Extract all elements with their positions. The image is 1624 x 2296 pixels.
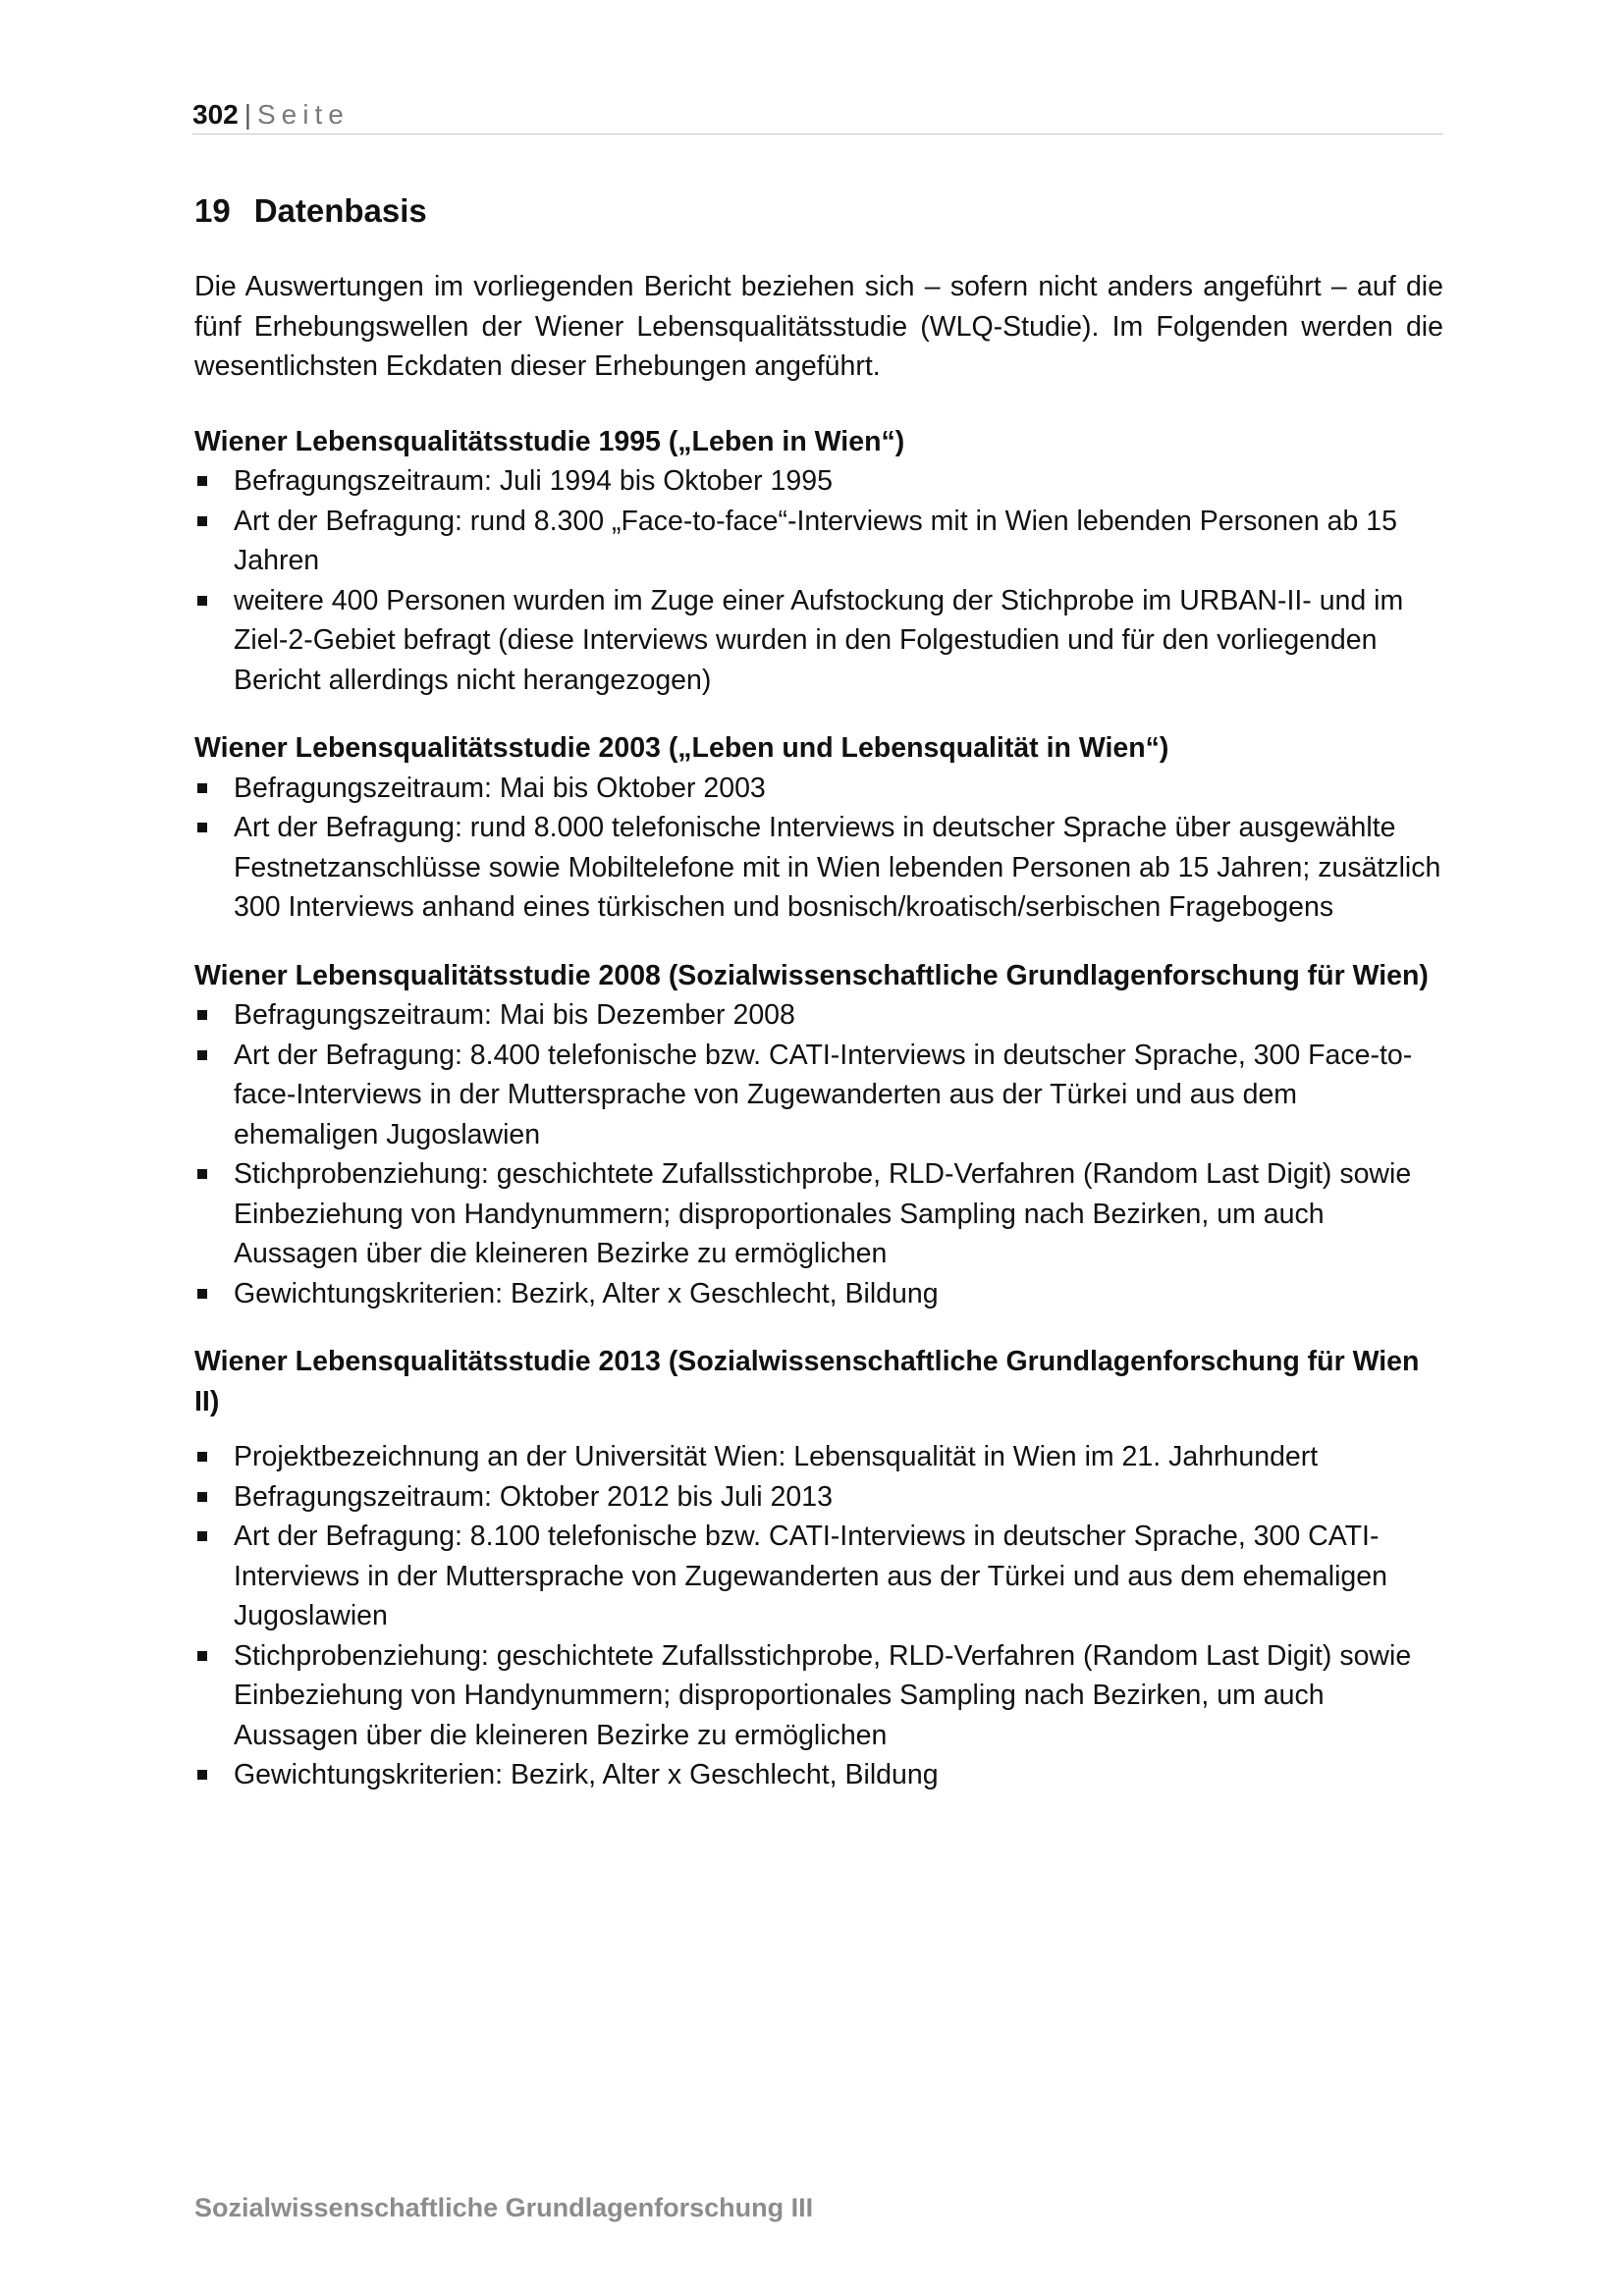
intro-paragraph: Die Auswertungen im vorliegenden Bericht beziehen sich – sofern nicht anders angeführt – auf die fünf Erhebungswellen der Wiener Lebensqualitätsstudie (WLQ-Studie). Im Folgenden werden die wesentlichsten Eckdaten dieser Erhebungen angeführt.	[194, 271, 1443, 382]
square-bullet-icon	[197, 1289, 207, 1299]
square-bullet-icon	[197, 1492, 207, 1502]
bullet-list	[194, 769, 1443, 928]
section-title: Wiener Lebensqualitätsstudie 2013 (Sozialwissenschaftliche Grundlagenforschung für Wien II)	[194, 1346, 1420, 1417]
square-bullet-icon	[197, 1050, 207, 1060]
list-item-text: Stichprobenziehung: geschichtete Zufallsstichprobe, RLD-Verfahren (Random Last Digit) sowie Einbeziehung von Handynummern; disproportionales Sampling nach Bezirken, um auch Aussagen über die kleineren Bezirke zu ermöglichen	[234, 1158, 1412, 1269]
square-bullet-icon	[197, 823, 207, 832]
page-content	[194, 188, 1443, 1795]
chapter-heading	[194, 188, 1443, 234]
square-bullet-icon	[197, 596, 207, 606]
chapter-title: Datenbasis	[253, 192, 427, 229]
page-footer: Sozialwissenschaftliche Grundlagenforschung III	[194, 2193, 814, 2222]
list-item	[194, 1636, 1443, 1756]
list-item	[194, 1437, 1443, 1477]
list-item	[194, 1755, 1443, 1795]
bullet-list	[194, 995, 1443, 1313]
section-2003	[194, 728, 1443, 928]
list-item-text: Stichprobenziehung: geschichtete Zufallsstichprobe, RLD-Verfahren (Random Last Digit) sowie Einbeziehung von Handynummern; disproportionales Sampling nach Bezirken, um auch Aussagen über die kleineren Bezirke zu ermöglichen	[234, 1639, 1412, 1751]
list-item-text: Art der Befragung: 8.400 telefonische bzw. CATI-Interviews in deutscher Sprache, 300 Face-to-face-Interviews in der Muttersprache von Zugewanderten aus der Türkei und aus dem ehemaligen Jugoslawien	[234, 1039, 1413, 1150]
list-item	[194, 502, 1443, 581]
section-title: Wiener Lebensqualitätsstudie 2008 (Sozialwissenschaftliche Grundlagenforschung für Wien)	[194, 959, 1429, 991]
list-item-text: Gewichtungskriterien: Bezirk, Alter x Geschlecht, Bildung	[234, 1277, 939, 1309]
square-bullet-icon	[197, 516, 207, 526]
bullet-list	[194, 461, 1443, 700]
square-bullet-icon	[197, 783, 207, 793]
bullet-list	[194, 1437, 1443, 1795]
section-title: Wiener Lebensqualitätsstudie 2003 („Leben und Lebensqualität in Wien“)	[194, 732, 1169, 764]
header-label: Seite	[257, 99, 350, 130]
section-2013	[194, 1342, 1443, 1795]
list-item-text: Gewichtungskriterien: Bezirk, Alter x Geschlecht, Bildung	[234, 1759, 939, 1790]
square-bullet-icon	[197, 1169, 207, 1179]
list-item-text: Art der Befragung: rund 8.000 telefonische Interviews in deutscher Sprache über ausgewählte Festnetzanschlüsse sowie Mobiltelefone mit in Wien lebenden Personen ab 15 Jahren; zusätzlich 300 Interviews anhand eines türkischen und bosnisch/kroatisch/serbischen Fragebogens	[234, 812, 1441, 923]
list-item-text: Art der Befragung: rund 8.300 „Face-to-face“-Interviews mit in Wien lebenden Personen ab 15 Jahren	[234, 505, 1397, 576]
list-item-text: Projektbezeichnung an der Universität Wien: Lebensqualität in Wien im 21. Jahrhundert	[234, 1441, 1319, 1472]
list-item	[194, 1036, 1443, 1155]
list-item-text: Befragungszeitraum: Mai bis Dezember 2008	[234, 999, 795, 1031]
list-item-text: Befragungszeitraum: Oktober 2012 bis Juli 2013	[234, 1480, 833, 1513]
square-bullet-icon	[197, 1452, 207, 1462]
list-item	[194, 995, 1443, 1036]
section-2008	[194, 956, 1443, 1314]
square-bullet-icon	[197, 1010, 207, 1020]
page-header	[192, 96, 1443, 134]
list-item	[194, 1517, 1443, 1636]
list-item	[194, 769, 1443, 809]
list-item-text: Art der Befragung: 8.100 telefonische bzw. CATI-Interviews in deutscher Sprache, 300 CATI-Interviews in der Muttersprache von Zugewanderten aus der Türkei und aus dem ehemaligen Jugoslawien	[234, 1521, 1387, 1631]
list-item-text: Befragungszeitraum: Mai bis Oktober 2003	[234, 772, 766, 804]
list-item-text: Befragungszeitraum: Juli 1994 bis Oktober 1995	[234, 465, 833, 497]
list-item	[194, 581, 1443, 701]
section-1995	[194, 422, 1443, 701]
list-item	[194, 1154, 1443, 1274]
square-bullet-icon	[197, 1651, 207, 1661]
page-number: 302	[192, 99, 239, 130]
list-item	[194, 1274, 1443, 1314]
square-bullet-icon	[197, 1531, 207, 1541]
list-item	[194, 461, 1443, 502]
section-title: Wiener Lebensqualitätsstudie 1995 („Leben in Wien“)	[194, 425, 905, 457]
list-item	[194, 1477, 1443, 1518]
list-item-text: weitere 400 Personen wurden im Zuge einer Aufstockung der Stichprobe im URBAN-II- und im Ziel-2-Gebiet befragt (diese Interviews wurden in den Folgestudien und für den vorliegenden Bericht allerdings nicht herangezogen)	[234, 584, 1404, 696]
square-bullet-icon	[197, 476, 207, 486]
list-item	[194, 808, 1443, 928]
chapter-number: 19	[194, 192, 231, 229]
square-bullet-icon	[197, 1770, 207, 1780]
header-separator: |	[244, 99, 251, 130]
